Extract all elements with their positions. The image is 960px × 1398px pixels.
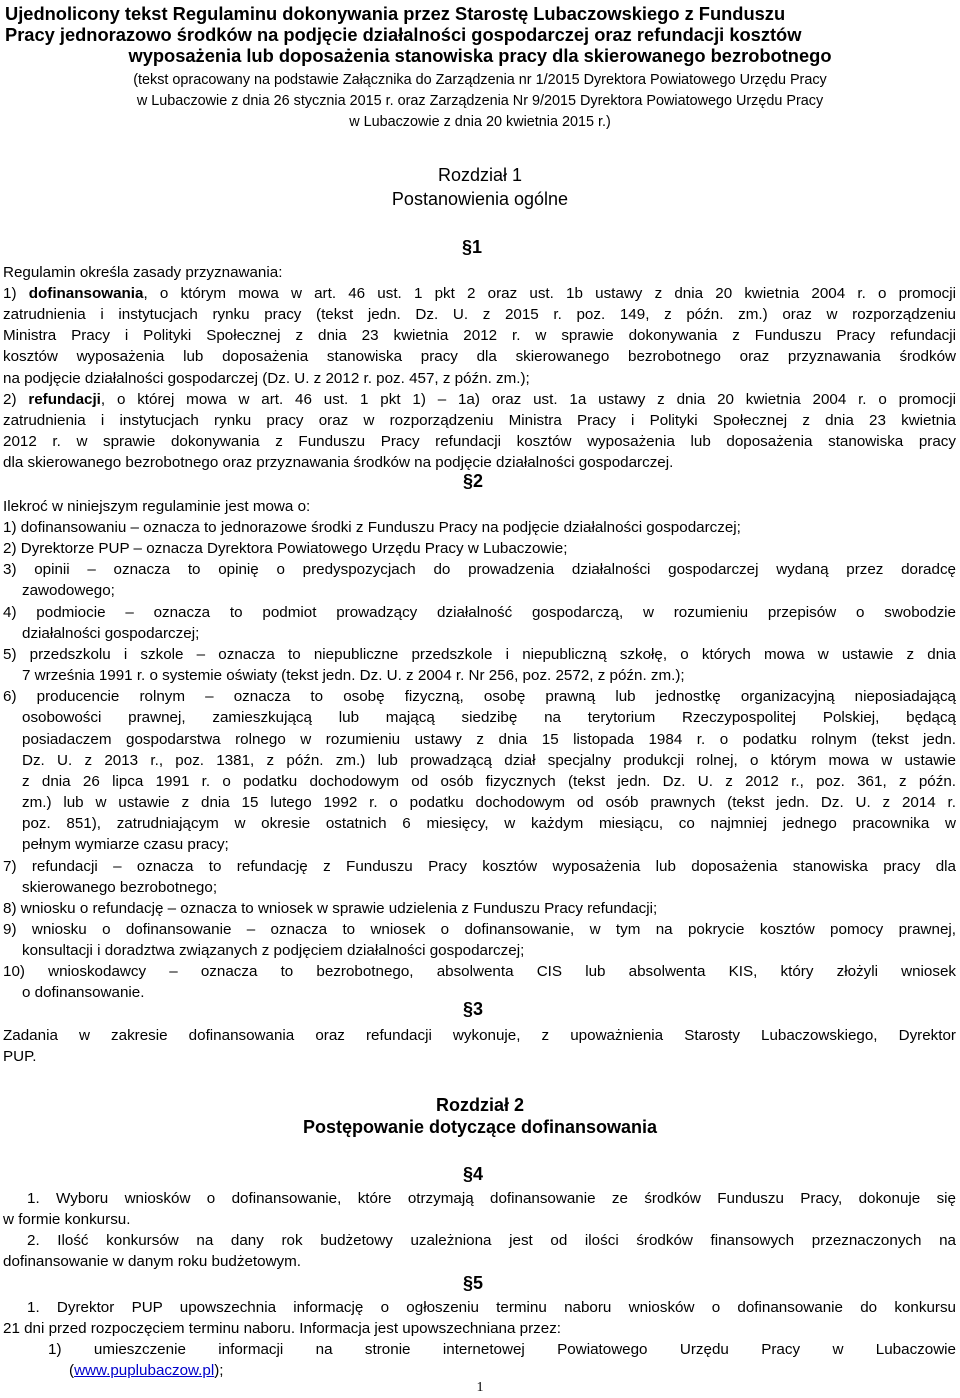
page-number: 1	[476, 1380, 484, 1395]
section-5-heading: §5	[463, 1273, 484, 1293]
section-2-definitions: 1) dofinansowaniu – oznacza to jednorazowe środki z Funduszu Pracy na podjęcie działalności gospodarczej; 2) Dyrektorze PUP – oznacza Dyrektora Powiatowego Urzędu Pracy w Lubaczowie; 3) opinii – oznacza to opinię o predyspozycjach do prowadzenia działalności gospodarczej wydaną przez doradcę zawodowego; 4) podmiocie – oznacza to podmiot prowadzący działalność gospodarczą, w rozumieniu przepisów o swobodzie działalności gospodarczej; 5) przedszkolu i szkole – oznacza to niepubliczne przedszkole i niepubliczną szkołę, o których mowa w ustawie z dnia 7 września 1991 r. o systemie oświaty (tekst jedn. Dz. U. z 2004 r. Nr 256, poz. 2572, z późn. zm.); 6) producencie rolnym – oznacza to osobę fizyczną, osobę prawną lub jednostkę organizacyjną nieposiadającą osobowości prawnej, zamieszkującą lub mającą siedzibę na terytorium Rzeczypospolitej Polskiej, będącą posiadaczem gospodarstwa rolnego w rozumieniu ustawy z dnia 15 listopada 1984 r. o podatku rolnym (tekst jedn. Dz. U. z 2013 r., poz. 1381, z późn. zm.) lub prowadzącą dział specjalny produkcji rolnej, o którym mowa w ustawie z dnia 26 lipca 1991 r. o podatku dochodowym od osób fizycznych (tekst jedn. Dz. U. z 2012 r., poz. 361, z późn. zm.) lub w ustawie z dnia 15 lutego 1992 r. o podatku dochodowym od osób prawnych (tekst jedn. Dz. U. z 2014 r. poz. 851), zatrudniającym w okresie ostatnich 6 miesięcy, w każdym miesiącu, co najmniej jednego pracownika w pełnym wymiarze czasu pracy; 7) refundacji – oznacza to refundację z Funduszu Pracy kosztów wyposażenia lub doposażenia stanowiska pracy dla skierowanego bezrobotnego; 8) wniosku o refundację – oznacza to wniosek w sprawie udzielenia z Funduszu Pracy refundacji; 9) wniosku o dofinansowanie – oznacza to wniosek o dofinansowanie, w tym na pokrycie kosztów pomocy prawnej, konsultacji i doradztwa związanych z podjęciem działalności gospodarczej; 10) wnioskodawcy – oznacza to bezrobotnego, absolwenta CIS lub absolwenta KIS, który złożyli wniosek o dofinansowanie.	[3, 519, 956, 1002]
chapter-1-label: Rozdział 1	[437, 165, 523, 185]
document-title-line-1: Ujednolicony tekst Regulaminu dokonywania przez Starostę Lubaczowskiego z Funduszu	[5, 3, 786, 24]
section-1-intro: Regulamin określa zasady przyznawania:	[3, 264, 283, 281]
document-title-line-3: wyposażenia lub doposażenia stanowiska pracy dla skierowanego bezrobotnego	[128, 45, 832, 66]
subtitle-line-3: w Lubaczowie z dnia 20 kwietnia 2015 r.)	[349, 114, 611, 130]
section-sign-icon: §	[463, 471, 474, 491]
section-5-text: 1. Dyrektor PUP upowszechnia informację o ogłoszeniu terminu naboru wniosków o dofinansowanie do konkursu 21 dni przed rozpoczęciem terminu naboru. Informacja jest upowszechniana przez: 1) umieszczenie informacji na stronie internetowej Powiatowego Urzędu Pracy w Lubaczowie (www.puplubaczow.pl);	[3, 1299, 956, 1380]
subtitle-line-2: w Lubaczowie z dnia 26 stycznia 2015 r. oraz Zarządzenia Nr 9/2015 Dyrektora Powiatowego Urzędu Pracy	[136, 93, 824, 109]
subtitle-line-1: (tekst opracowany na podstawie Załącznika do Zarządzenia nr 1/2015 Dyrektora Powiatowego Urzędu Pracy	[133, 72, 827, 88]
chapter-2-label: Rozdział 2	[435, 1095, 524, 1115]
website-link[interactable]: www.puplubaczow.pl	[74, 1362, 215, 1380]
section-sign-icon: §	[463, 1273, 474, 1293]
section-2-intro: Ilekroć w niniejszym regulaminie jest mowa o:	[3, 498, 311, 515]
chapter-1-name: Postanowienia ogólne	[391, 189, 569, 209]
section-sign-icon: §	[462, 237, 473, 257]
section-2-heading: §2	[463, 471, 484, 491]
section-1-item-1: 1) dofinansowania, o którym mowa w art. 46 ust. 1 pkt 2 oraz ust. 1b ustawy z dnia 20 kwietnia 2004 r. o promocji zatrudnienia i instytucjach rynku pracy (tekst jedn. Dz. U. z 2015 r. poz. 149, z późn. zm.) oraz w rozporządzeniu Ministra Pracy i Polityki Społecznej z dnia 23 kwietnia 2012 r. w sprawie dokonywania z Funduszu Pracy refundacji kosztów wyposażenia lub doposażenia stanowiska pracy dla skierowanego bezrobotnego oraz przyznawania środków na podjęcie działalności gospodarczej (Dz. U. z 2012 r. poz. 457, z późn. zm.);	[3, 285, 957, 387]
section-3-text: Zadania w zakresie dofinansowania oraz refundacji wykonuje, z upoważnienia Starosty Lubaczowskiego, Dyrektor PUP.	[3, 1027, 956, 1066]
section-1-heading: §1	[462, 237, 483, 257]
section-4-text: 1. Wyboru wniosków o dofinansowanie, które otrzymają dofinansowanie ze środków Funduszu Pracy, dokonuje się w formie konkursu. 2. Ilość konkursów na dany rok budżetowy uzależniona jest od ilości środków finansowych przeznaczonych na dofinansowanie w danym roku budżetowym.	[3, 1190, 956, 1271]
section-3-heading: §3	[463, 999, 484, 1019]
section-sign-icon: §	[463, 1164, 474, 1184]
chapter-2-name: Postępowanie dotyczące dofinansowania	[302, 1117, 658, 1137]
section-4-heading: §4	[463, 1164, 484, 1184]
section-sign-icon: §	[463, 999, 474, 1019]
document-title-line-2: Pracy jednorazowo środków na podjęcie działalności gospodarczej oraz refundacji kosztów	[5, 24, 802, 45]
section-1-item-2: 2) refundacji, o której mowa w art. 46 ust. 1 pkt 1) – 1a) oraz ust. 1a ustawy z dnia 20 kwietnia 2004 r. o promocji zatrudnienia i instytucjach rynku pracy oraz w rozporządzeniu Ministra Pracy i Polityki Społecznej z dnia 23 kwietnia 2012 r. w sprawie dokonywania z Funduszu Pracy refundacji kosztów wyposażenia lub doposażenia stanowiska pracy dla skierowanego bezrobotnego oraz przyznawania środków na podjęcie działalności gospodarczej.	[3, 391, 956, 472]
